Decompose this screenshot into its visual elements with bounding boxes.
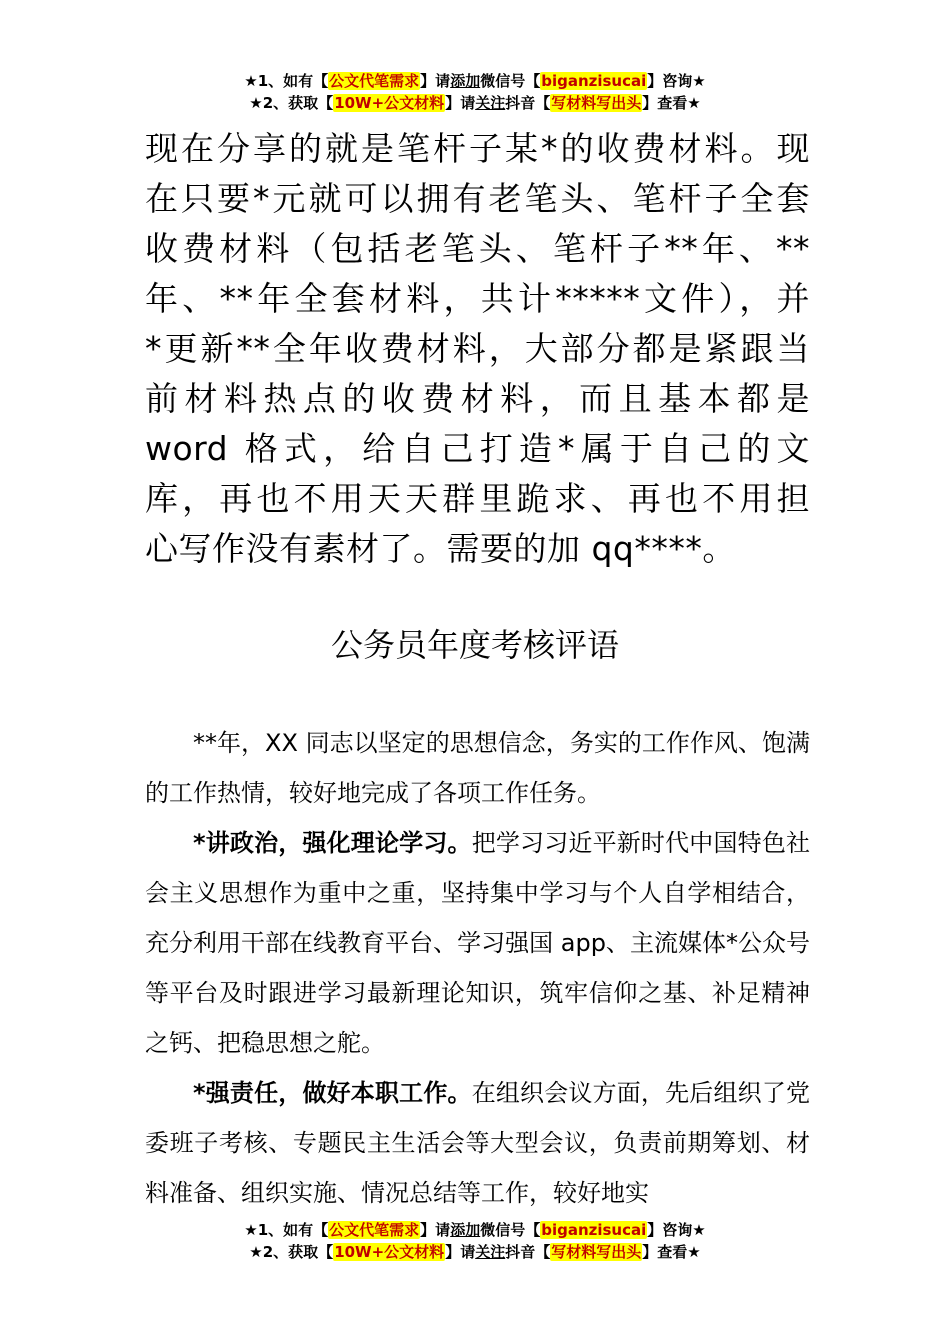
intro-line: word 格式，给自己打造*属于自己的文 [145,429,810,468]
highlight-materials: 10W+公文材料 [334,94,445,112]
banner-text: 】请 [420,72,451,90]
banner-text: 】请 [420,1221,451,1239]
paragraph-politics [145,818,810,1068]
highlight-douyin: 写材料写出头 [551,94,642,112]
highlight-wechat-id: biganzisucai [541,72,647,90]
document-title: 公务员年度考核评语 [330,626,619,664]
underlined-word: 关注 [475,1243,506,1261]
banner-text: ★1、如有【 [244,1221,329,1239]
intro-line: 心写作没有素材了。需要的加 qq****。 [145,529,736,568]
banner-text: ★2、获取【 [249,94,334,112]
banner-text: 】咨询★ [647,1221,706,1239]
intro-line: 前材料热点的收费材料，而且基本都是 [145,379,810,418]
banner-line-2 [0,1241,950,1263]
paragraph-heading: *讲政治，强化理论学习。 [193,829,472,857]
paragraph-responsibility [145,1068,810,1218]
banner-text: 微信号【 [480,1221,541,1239]
intro-line: 库，再也不用天天群里跪求、再也不用担 [145,479,810,518]
banner-text: 抖音【 [505,94,551,112]
banner-line-1 [0,70,950,92]
banner-text: 】查看★ [642,1243,701,1261]
intro-line: 现在分享的就是笔杆子某*的收费材料。现 [145,129,810,168]
paragraph-text: 在组织会议方面，先后组织了党委班子考核、专题民主生活会等大型会议，负责前期筹划、材料准备、组织实施、情况总结等工作，较好地实 [145,1079,810,1207]
document-body [145,718,810,1218]
banner-text: 】查看★ [642,94,701,112]
intro-line: 年、**年全套材料，共计*****文件），并 [145,279,810,318]
highlight-service: 公文代笔需求 [329,72,420,90]
banner-line-1 [0,1219,950,1241]
banner-text: ★2、获取【 [249,1243,334,1261]
banner-text: 】请 [445,1243,476,1261]
banner-text: 抖音【 [505,1243,551,1261]
underlined-word: 添加 [450,1221,481,1239]
bottom-banner [0,1219,950,1263]
banner-text: ★1、如有【 [244,72,329,90]
highlight-materials: 10W+公文材料 [334,1243,445,1261]
banner-text: 】咨询★ [647,72,706,90]
banner-text: 】请 [445,94,476,112]
underlined-word: 关注 [475,94,506,112]
highlight-wechat-id: biganzisucai [541,1221,647,1239]
underlined-word: 添加 [450,72,481,90]
highlight-douyin: 写材料写出头 [551,1243,642,1261]
highlight-service: 公文代笔需求 [329,1221,420,1239]
banner-text: 微信号【 [480,72,541,90]
intro-line: 收费材料（包括老笔头、笔杆子**年、** [145,229,810,268]
promo-intro [145,124,810,574]
top-banner [0,70,950,114]
paragraph-text: 把学习习近平新时代中国特色社会主义思想作为重中之重，坚持集中学习与个人自学相结合，充分利用干部在线教育平台、学习强国 app、主流媒体*公众号等平台及时跟进学习最新理论知识，筑牢信仰之基、补足精神之钙、把稳思想之舵。 [145,829,810,1057]
paragraph-heading: *强责任，做好本职工作。 [193,1079,472,1107]
intro-line: 在只要*元就可以拥有老笔头、笔杆子全套 [145,179,810,218]
intro-line: *更新**全年收费材料，大部分都是紧跟当 [145,329,810,368]
paragraph-summary: **年，XX 同志以坚定的思想信念，务实的工作作风、饱满的工作热情，较好地完成了各项工作任务。 [145,729,810,807]
banner-line-2 [0,92,950,114]
